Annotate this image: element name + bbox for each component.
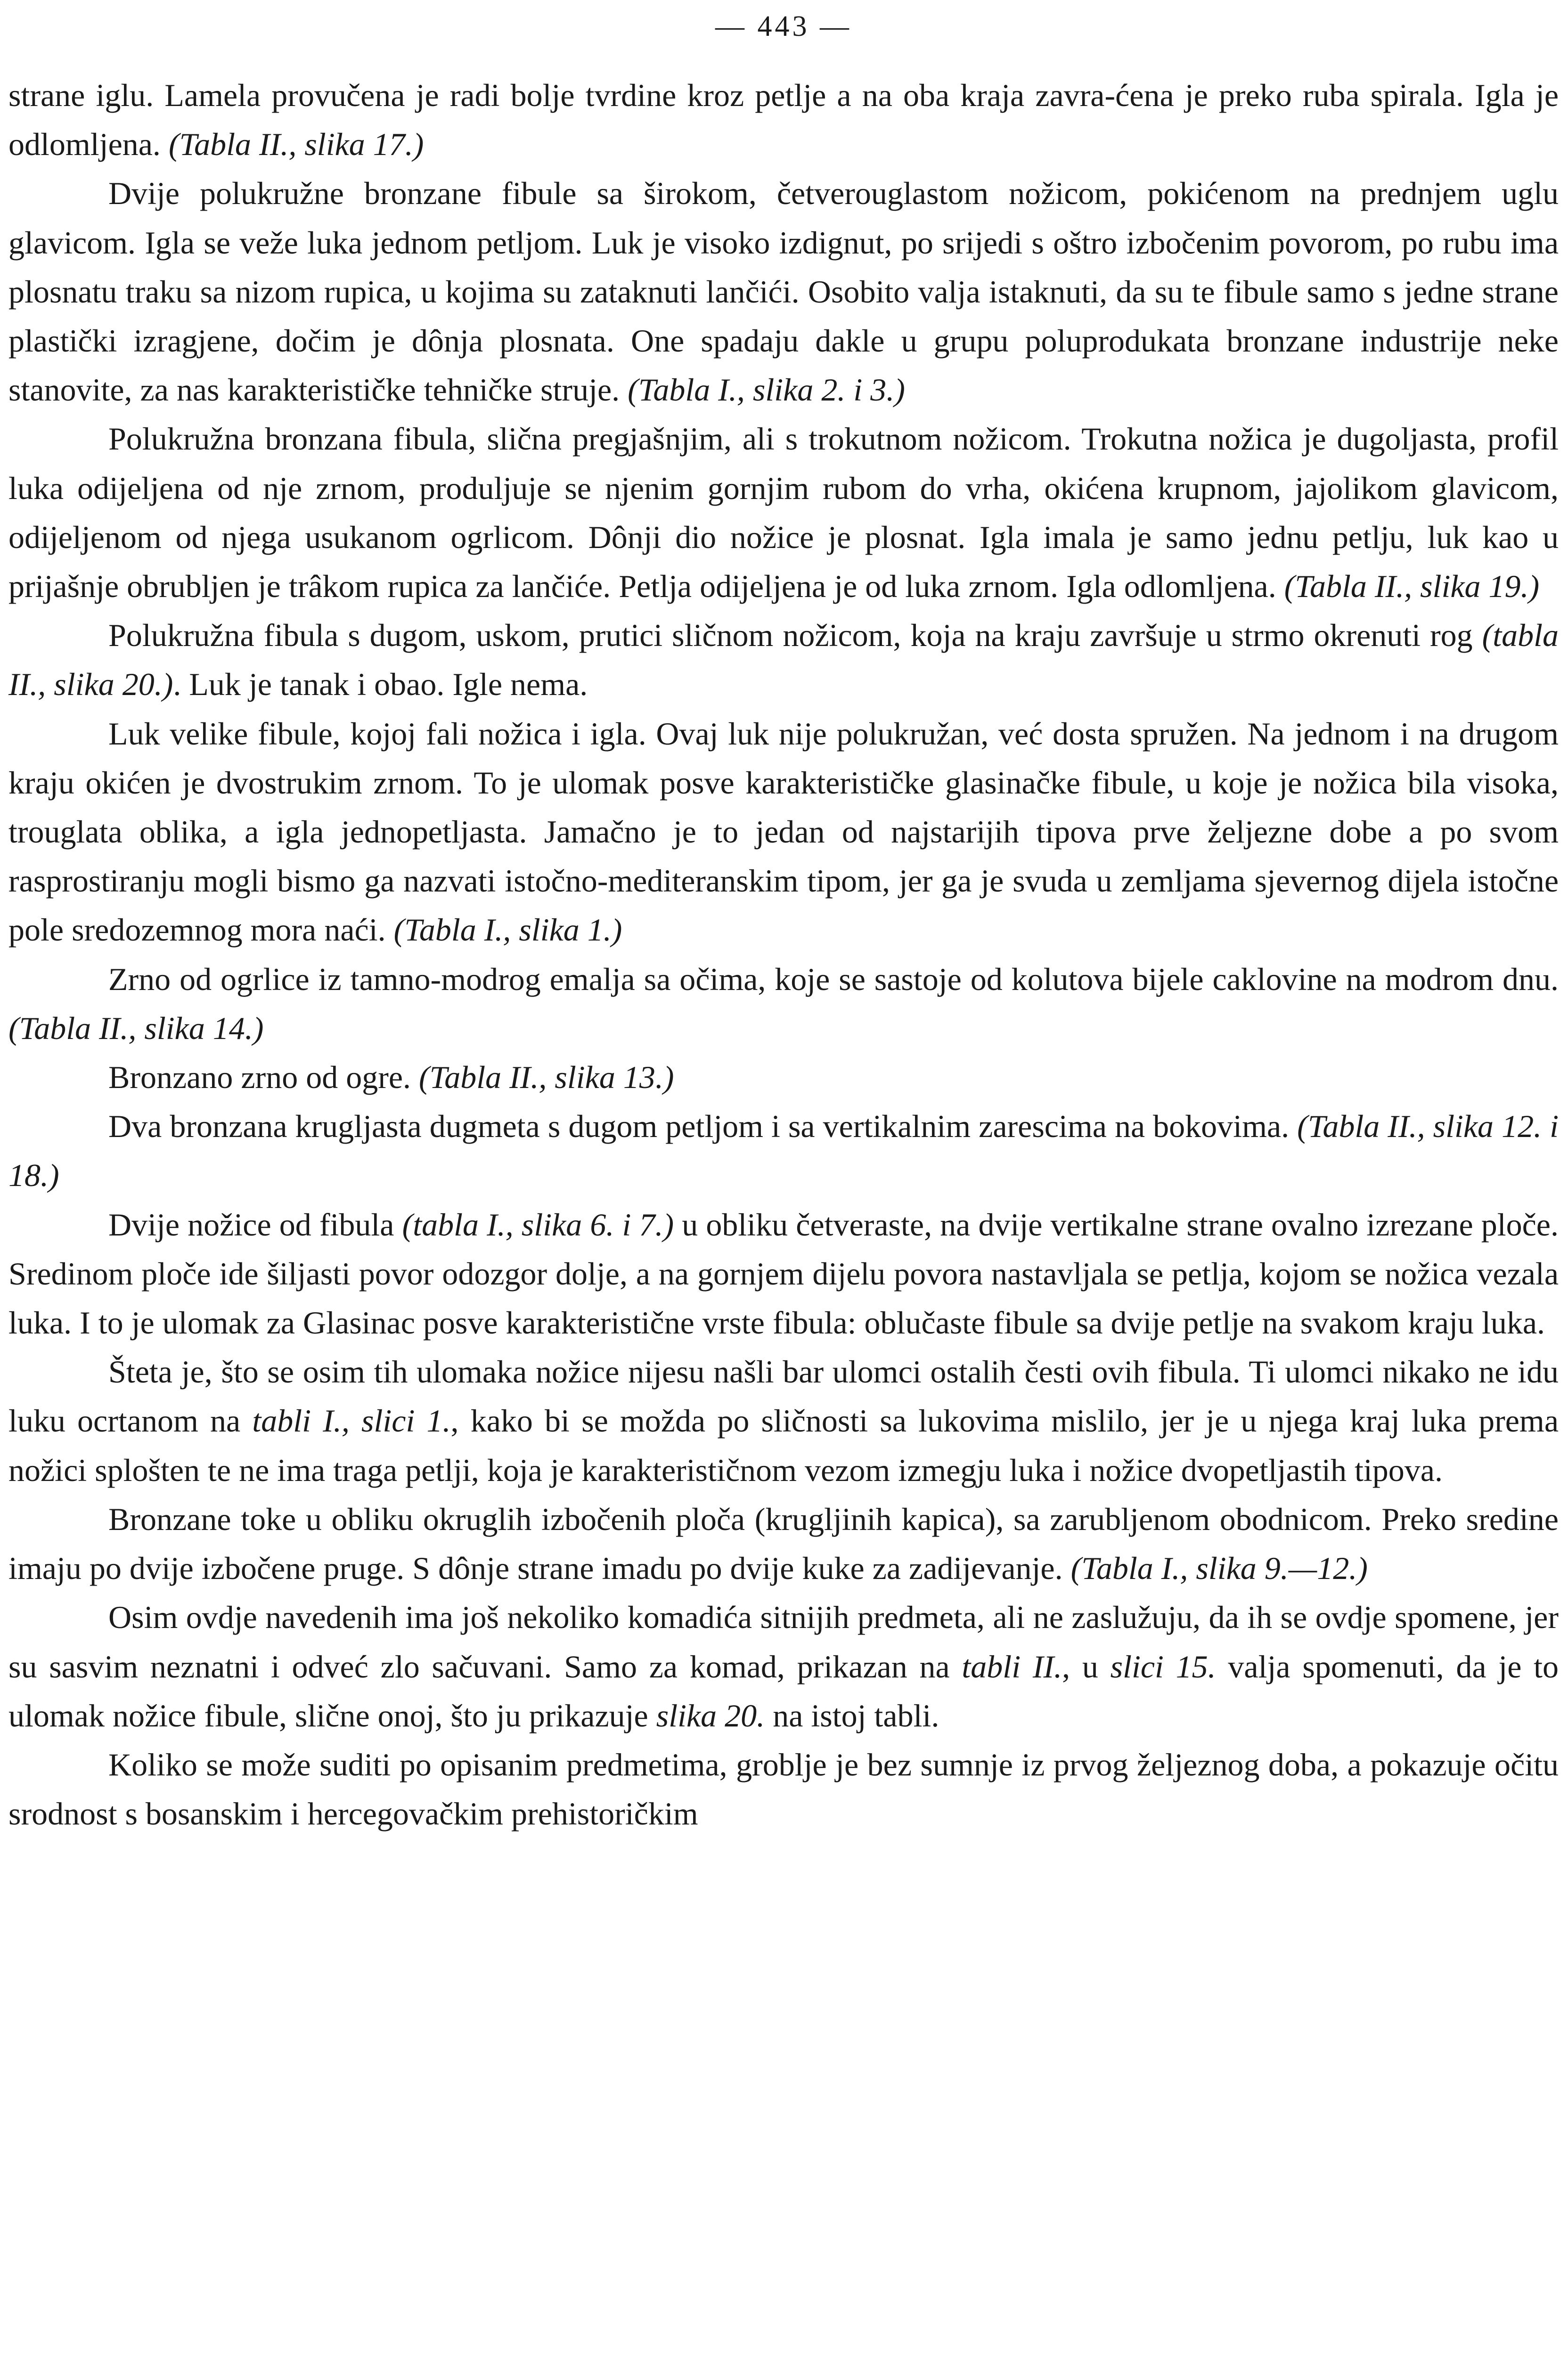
plate-reference: (Tabla II., slika 14.) bbox=[8, 1010, 264, 1046]
paragraph-text: strane iglu. Lamela provučena je radi bolje tvrdine kroz petlje a na oba kraja zavra-ćena je preko ruba spirala. Igla je odlomljena. bbox=[8, 77, 1559, 163]
plate-reference: slika 20. bbox=[656, 1697, 765, 1734]
paragraph bbox=[8, 414, 1559, 611]
paragraph bbox=[8, 1347, 1559, 1495]
paragraph bbox=[8, 955, 1559, 1053]
paragraph-text: , u bbox=[1062, 1648, 1111, 1685]
paragraph bbox=[8, 71, 1559, 169]
plate-reference: (Tabla II., slika 19.) bbox=[1284, 568, 1540, 605]
document-page bbox=[8, 0, 1559, 2356]
plate-reference: tabli I., slici 1. bbox=[252, 1403, 451, 1439]
paragraph bbox=[8, 1102, 1559, 1200]
plate-reference: slici 15. bbox=[1110, 1648, 1216, 1685]
paragraph bbox=[8, 169, 1559, 414]
paragraph-text: Luk velike fibule, kojoj fali nožica i igla. Ovaj luk nije polukružan, već dosta spružen. Na jednom i na drugom kraju okićen je dvostrukim zrnom. To je ulomak posve karakterističke glasinačke fibule, u koje je nožica bila visoka, trouglata oblika, a igla jednopetljasta. Jamačno je to jedan od najstarijih tipova prve željezne dobe a po svom rasprostiranju mogli bismo ga nazvati istočno-mediteranskim tipom, jer ga je svuda u zemljama sjevernog dijela istočne pole sredozemnog mora naći. bbox=[8, 715, 1559, 948]
paragraph-text: Bronzane toke u obliku okruglih izbočenih ploča (krugljinih kapica), sa zarubljenom obodnicom. Preko sredine imaju po dvije izbočene pruge. S dônje strane imadu po dvije kuke za zadijevanje. bbox=[8, 1501, 1559, 1587]
plate-reference: (Tabla I., slika 2. i 3.) bbox=[628, 372, 905, 408]
paragraph-text: valja spomenuti, da je to ulomak nožice fibule, slične onoj, što ju prikazuje bbox=[8, 1648, 1559, 1734]
paragraph bbox=[8, 1593, 1559, 1740]
plate-reference: (Tabla I., slika 1.) bbox=[393, 912, 622, 948]
body-text bbox=[8, 71, 1559, 1838]
paragraph-text: Zrno od ogrlice iz tamno-modrog emalja sa očima, koje se sastoje od kolutova bijele caklovine na modrom dnu. bbox=[108, 961, 1559, 997]
paragraph-text: Osim ovdje navedenih ima još nekoliko komadića sitnijih predmeta, ali ne zaslužuju, da ih se ovdje spomene, jer su sasvim neznatni i odveć zlo sačuvani. Samo za komad, prikazan na bbox=[8, 1599, 1559, 1685]
paragraph-text: Dvije nožice od fibula bbox=[108, 1206, 402, 1243]
paragraph-text: Polukružna fibula s dugom, uskom, prutici sličnom nožicom, koja na kraju završuje u strmo okrenuti rog bbox=[108, 617, 1482, 654]
paragraph bbox=[8, 709, 1559, 955]
paragraph-text: Koliko se može suditi po opisanim predmetima, groblje je bez sumnje iz prvog željeznog doba, a pokazuje očitu srodnost s bosanskim i hercegovačkim prehistoričkim bbox=[8, 1746, 1559, 1832]
paragraph-text: Polukružna bronzana fibula, slična pregjašnjim, ali s trokutnom nožicom. Trokutna nožica je dugoljasta, profil luka odijeljena od nje zrnom, produljuje se njenim gornjim rubom do vrha, okićena krupnom, jajolikom glavicom, odijeljenom od njega usukanom ogrlicom. Dônji dio nožice je plosnat. Igla imala je samo jednu petlju, luk kao u prijašnje obrubljen je trâkom rupica za lančiće. Petlja odijeljena je od luka zrnom. Igla odlomljena. bbox=[8, 421, 1559, 605]
paragraph bbox=[8, 1053, 1559, 1102]
paragraph-text: Bronzano zrno od ogre. bbox=[108, 1059, 419, 1096]
plate-reference: (Tabla II., slika 13.) bbox=[419, 1059, 674, 1096]
plate-reference: (Tabla II., slika 12. i 18.) bbox=[8, 1108, 1559, 1194]
paragraph bbox=[8, 1200, 1559, 1348]
page-number: — 443 — bbox=[715, 10, 852, 42]
plate-reference: (Tabla II., slika 17.) bbox=[168, 126, 424, 163]
paragraph-text: , kako bi se možda po sličnosti sa lukovima mislilo, jer je u njega kraj luka prema nožici splošten te ne ima traga petlji, koja je karakterističnom vezom izmegju luka i nožice dvopetljastih tipova. bbox=[8, 1403, 1559, 1488]
paragraph-text: u obliku četveraste, na dvije vertikalne strane ovalno izrezane ploče. Sredinom ploče ide šiljasti povor odozgor dolje, a na gornjem dijelu povora nastavljala se petlja, kojom se nožica vezala luka. I to je ulomak za Glasinac posve karakteristične vrste fibula: oblučaste fibule sa dvije petlje na svakom kraju luka. bbox=[8, 1206, 1559, 1341]
paragraph-text: Dva bronzana krugljasta dugmeta s dugom petljom i sa vertikalnim zarescima na bokovima. bbox=[108, 1108, 1298, 1145]
paragraph bbox=[8, 611, 1559, 709]
paragraph bbox=[8, 1495, 1559, 1593]
paragraph-text: Dvije polukružne bronzane fibule sa širokom, četverouglastom nožicom, pokićenom na prednjem uglu glavicom. Igla se veže luka jednom petljom. Luk je visoko izdignut, po srijedi s oštro izbočenim povorom, po rubu ima plosnatu traku sa nizom rupica, u kojima su zataknuti lančići. Osobito valja istaknuti, da su te fibule samo s jedne strane plastički izragjene, dočim je dônja plosnata. One spadaju dakle u grupu poluprodukata bronzane industrije neke stanovite, za nas karakterističke tehničke struje. bbox=[8, 175, 1559, 408]
paragraph-text: na istoj tabli. bbox=[765, 1697, 939, 1734]
plate-reference: (tabla II., slika 20.) bbox=[8, 617, 1559, 703]
plate-reference: (Tabla I., slika 9.—12.) bbox=[1070, 1550, 1368, 1587]
paragraph bbox=[8, 1740, 1559, 1838]
plate-reference: (tabla I., slika 6. i 7.) bbox=[402, 1206, 674, 1243]
plate-reference: tabli II. bbox=[962, 1648, 1062, 1685]
paragraph-text: Šteta je, što se osim tih ulomaka nožice nijesu našli bar ulomci ostalih česti ovih fibula. Ti ulomci nikako ne idu luku ocrtanom na bbox=[8, 1354, 1559, 1439]
paragraph-text: . Luk je tanak i obao. Igle nema. bbox=[173, 666, 588, 703]
